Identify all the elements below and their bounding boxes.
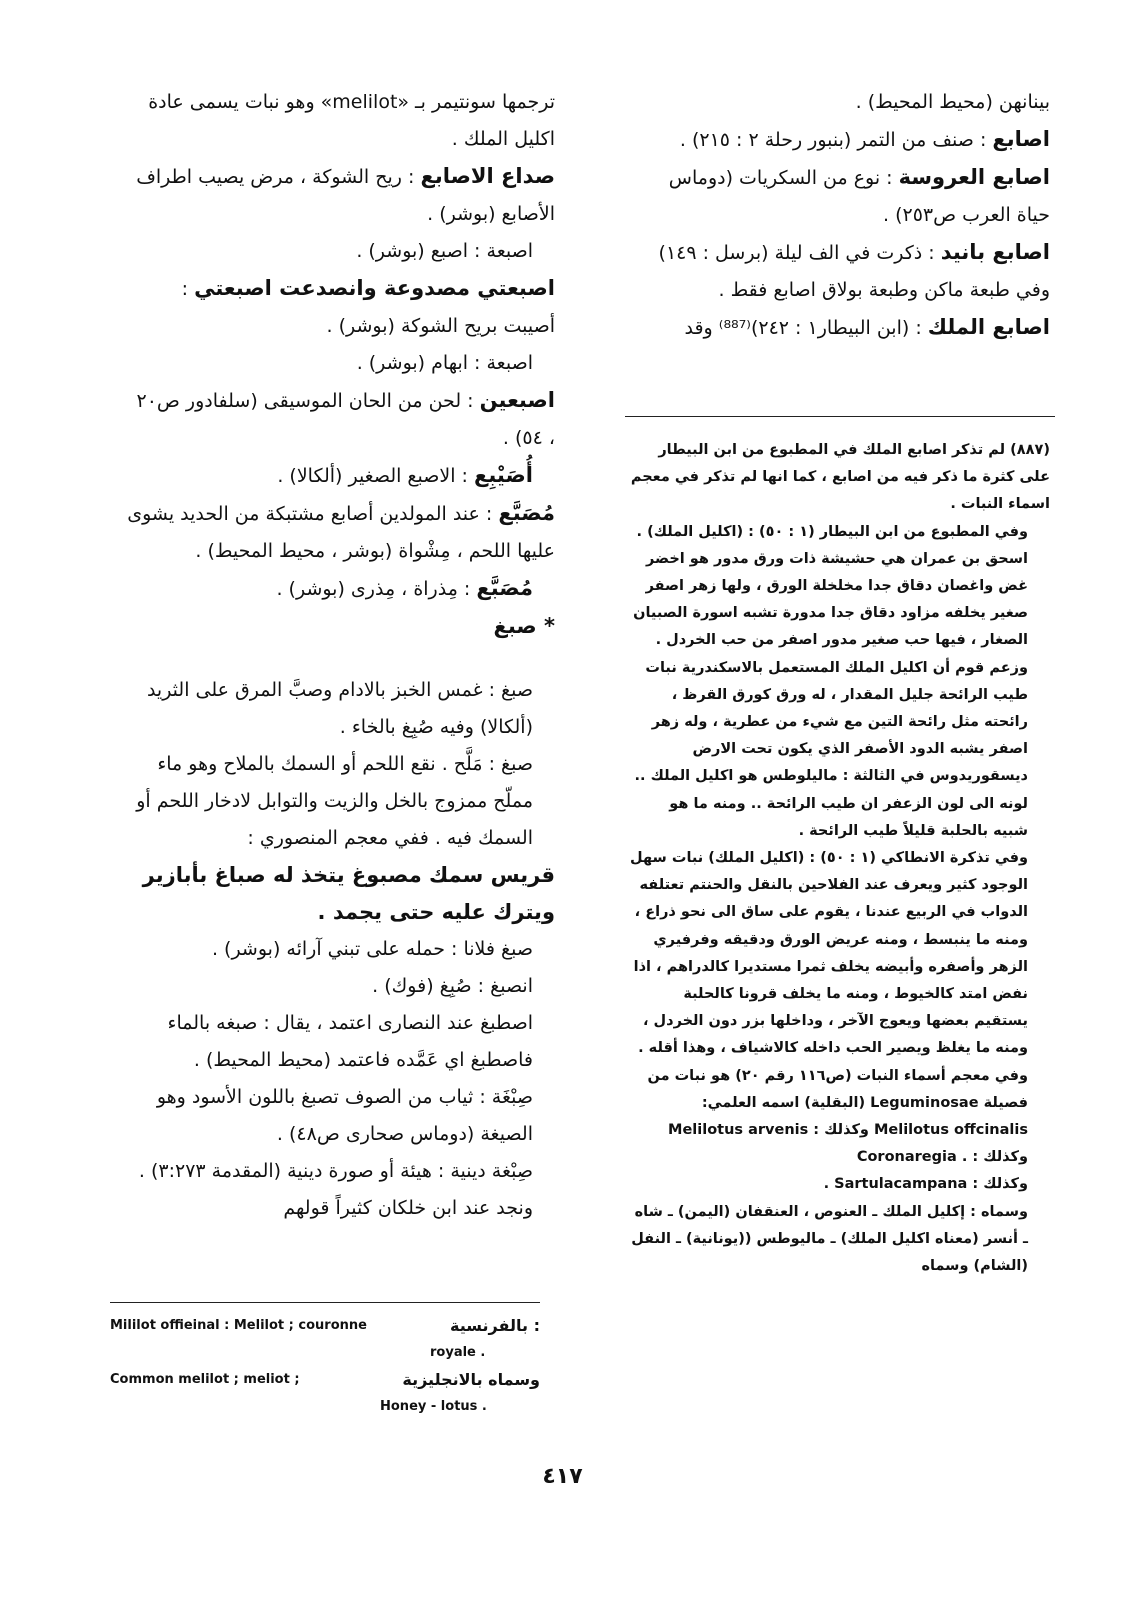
- footnote-paragraph: وفي المطبوع من ابن البيطار (١ : ٥٠) : (اكليل الملك) . اسحق بن عمران هي حشيشة ذات ورق مدور هو اخضر غض واغصان دقاق جدا مخلخلة الورق ، ولها زهر اصفر صغير يخلفه مزاود دقاق جدا مدورة تشبه اسورة الصبيان الصغار ، فيها حب صغير مدور اصفر من حب الخردل .: [633, 523, 1028, 649]
- entry: اصابع بانيد : ذكرت في الف ليلة (برسل : ١٤٩) وفي طبعة ماكن وطبعة بولاق اصابع فقط .: [658, 240, 1050, 301]
- footnote-divider: [625, 416, 1055, 417]
- entry: اصبعين : لحن من الحان الموسيقى (سلفادور ص٢٠ ، ٥٤) .: [136, 388, 555, 449]
- footnote-paragraph: وزعم قوم أن اكليل الملك المستعمل بالاسكندرية نبات طيب الرائحة جليل المقدار ، له ورق كورق القرظ ، رائحته مثل رائحة التين مع شيء من عطرية ، وله زهر اصفر يشبه الدود الأصفر الذي يكون تحت الارض ديسقوريدوس في الثالثة : ماليلوطس هو اكليل الملك .. لونه الى لون الزعفر ان طيب الرائحة .. ومنه ما هو شبيه بالحلبة قليلاً طيب الرائحة .: [634, 659, 1028, 839]
- footnote-paragraph: وفي معجم أسماء النبات (ص١١٦ رقم ٢٠) هو نبات من فصيلة Leguminosae (البقلية) اسمه العلمي: Melilotus offcinalis وكذلك : Melilotus arvenis وكذلك : . Coronaregia: [647, 1067, 1028, 1166]
- entry: اصابع الملك : (ابن البيطار١ : ٢٤٢)⁽⁸⁸⁷⁾ وقد: [684, 315, 1050, 339]
- entry: اصطبغ عند النصارى اعتمد ، يقال : صبغه بالماء فاصطبغ اي عَمَّده فاعتمد (محيط المحيط) .: [167, 1012, 533, 1071]
- right-column: [630, 84, 1050, 347]
- right-footnotes: [630, 437, 1050, 1280]
- quote: قريس سمك مصبوغ يتخذ له صباغ بأبازير ويترك عليه حتى يجمد .: [142, 863, 555, 924]
- page-number: ٤١٧: [542, 1464, 583, 1489]
- entry: صداع الاصابع : ريح الشوكة ، مرض يصيب اطراف الأصابع (بوشر) .: [136, 164, 555, 225]
- entry: انصبغ : صُبِغ (فوك) .: [372, 975, 533, 997]
- entry: بينانهن (محيط المحيط) .: [855, 91, 1050, 113]
- entry: اصبعة : اصبع (بوشر) .: [356, 240, 533, 262]
- entry: أُصَيْبِع : الاصبع الصغير (ألكالا) .: [277, 463, 533, 487]
- footnote-divider: [110, 1302, 540, 1303]
- entry: صبغ فلانا : حمله على تبني آرائه (بوشر) .: [211, 938, 533, 960]
- entry: صِبْغَة : ثياب من الصوف تصبغ باللون الأسود وهو الصيغة (دوماس صحارى ص٤٨) .: [156, 1086, 533, 1145]
- footnote-paragraph: وكذلك : Sartulacampana .: [823, 1176, 1028, 1193]
- entry: ترجمها سونتيمر بـ «melilot» وهو نبات يسمى عادة اكليل الملك .: [148, 91, 555, 150]
- footnote-line: Common melilot ; meliot ; وسماه بالانجليزية: [110, 1370, 540, 1389]
- entry: مُصَبَّع : عند المولدين أصابع مشتبكة من الحديد يشوى عليها اللحم ، مِشْواة (بوشر ، محيط المحيط) .: [127, 501, 555, 562]
- left-column: [125, 84, 555, 1227]
- footnote-paragraph: وفي تذكرة الانطاكي (١ : ٥٠) : (اكليل الملك) نبات سهل الوجود كثير ويعرف عند الفلاحين بالنقل والحنتم تعتلفه الدواب في الربيع عندنا ، يقوم على ساق الى نحو ذراع ، ومنه ما ينبسط ، ومنه عريض الورق ودقيقه وفرفيري الزهر وأصفره وأبيضه يخلف ثمرا مستديرا كالدراهم ، اذا نفض امتد كالخيوط ، ومنه ما يخلف قرونا كالحلبة يستقيم بعضها ويعوج الآخر ، وداخلها بزر دون الخردل ، ومنه ما يغلظ ويصير الحب داخله كالاشياف ، وهذا أقله .: [630, 850, 1028, 1057]
- entry: اصبعتي مصدوعة وانصدعت اصبعتي : أصيبت بريح الشوكة (بوشر) .: [181, 276, 555, 337]
- left-footnotes: [110, 1312, 540, 1420]
- entry: صبغ : غمس الخبز بالادام وصبَّ المرق على الثريد (ألكالا) وفيه صُبِغ بالخاء .: [146, 679, 533, 738]
- entry: صِبْغة دينية : هيئة أو صورة دينية (المقدمة ٣:٢٧٣) . ونجد عند ابن خلكان كثيراً قولهم: [138, 1160, 533, 1219]
- footnote-paragraph: (٨٨٧) لم تذكر اصابع الملك في المطبوع من ابن البيطار على كثرة ما ذكر فيه من اصابع ، كما انها لم تذكر في معجم اسماء النبات .: [630, 442, 1050, 513]
- entry: اصابع : صنف من التمر (بنبور رحلة ٢ : ٢١٥) .: [679, 127, 1050, 151]
- entry: مُصَبَّع : مِذراة ، مِذرى (بوشر) .: [276, 576, 533, 600]
- root-heading: * صبغ: [493, 614, 555, 638]
- entry: اصبعة : ابهام (بوشر) .: [356, 352, 533, 374]
- footnote-line: Mililot offieinal : Melilot ; couronne : بالفرنسية: [110, 1316, 540, 1335]
- entry: اصابع العروسة : نوع من السكريات (دوماس حياة العرب ص٢٥٣) .: [668, 165, 1050, 226]
- entry: صبغ : مَلَّح . نقع اللحم أو السمك بالملاح وهو ماء مملّح ممزوج بالخل والزيت والتوابل لادخار اللحم أو السمك فيه . ففي معجم المنصوري :: [136, 753, 533, 849]
- footnote-line: royale .: [430, 1345, 486, 1360]
- footnote-line: Honey - lotus .: [380, 1399, 487, 1414]
- footnote-paragraph: وسماه : إكليل الملك ـ العنوص ، العنقفان (اليمن) ـ شاه ـ أنسر (معناه اكليل الملك) ـ ماليوطس ((يونانية) ـ النفل (الشام) وسماه: [631, 1203, 1028, 1275]
